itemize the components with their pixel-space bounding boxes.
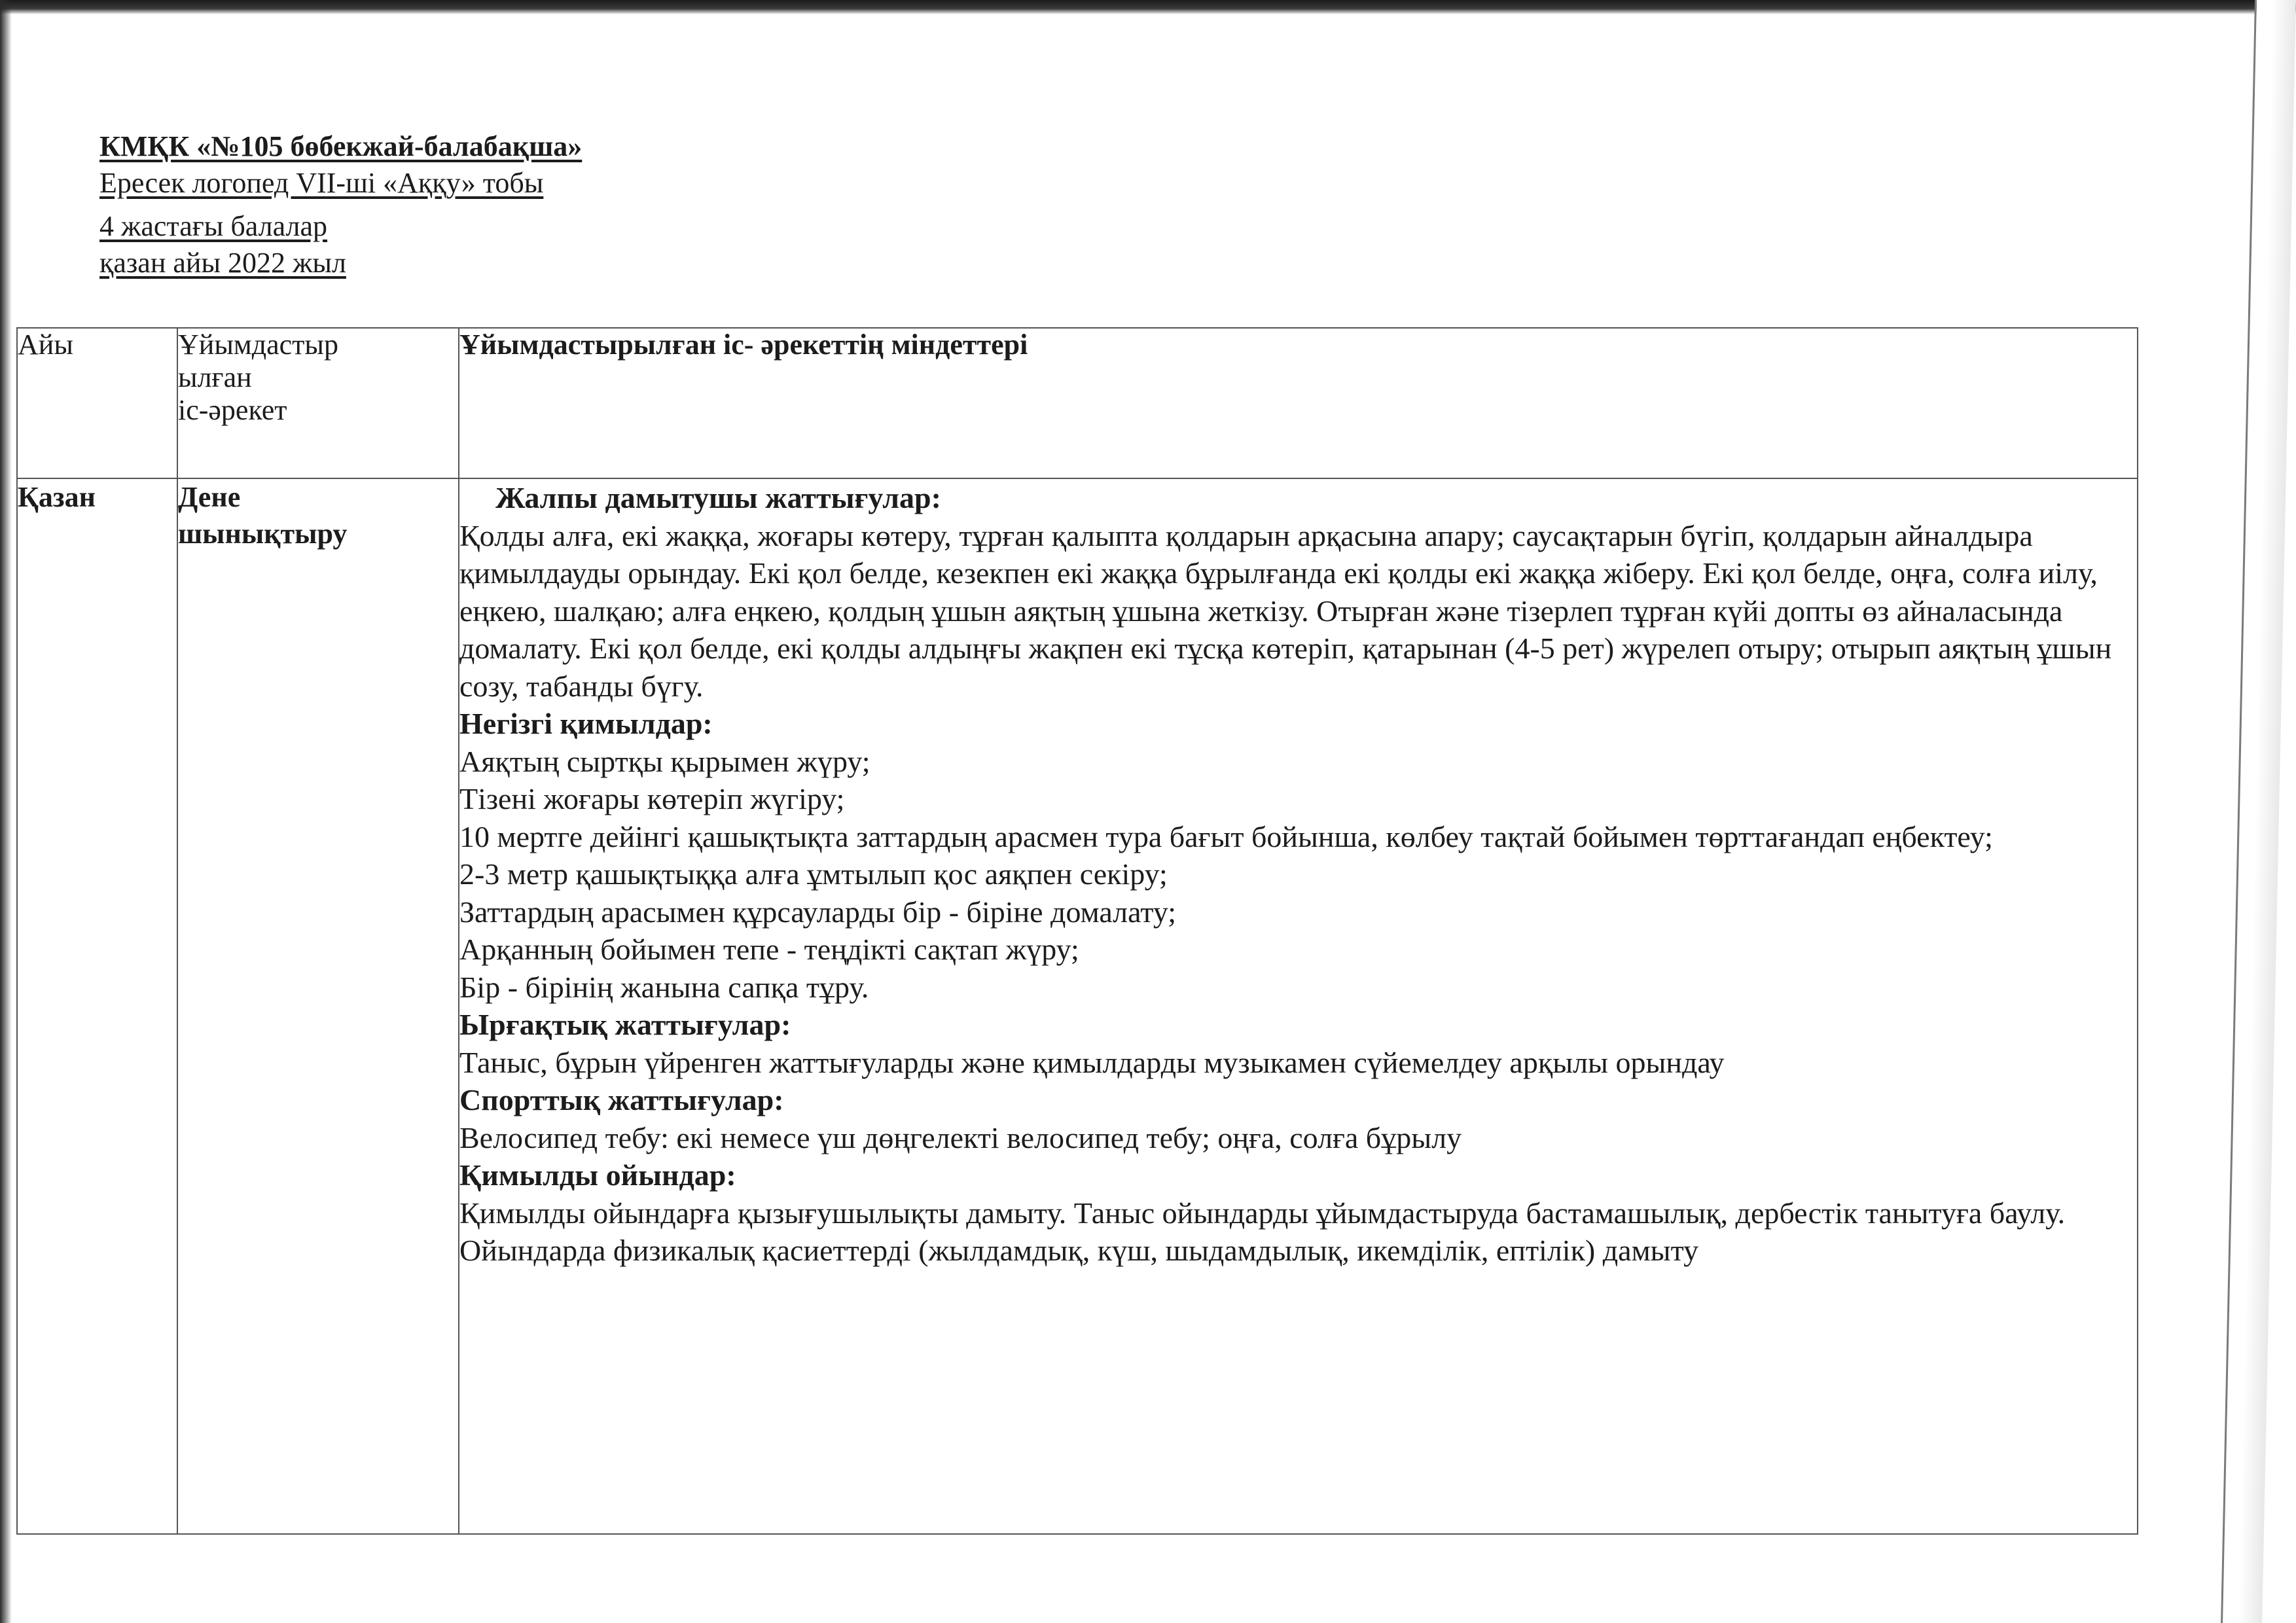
tasks-cell (459, 478, 2138, 1534)
list-item: Арқанның бойымен тепе - теңдікті сақтап жүру; (459, 933, 1079, 966)
period: қазан айы 2022 жыл (99, 247, 346, 279)
section-text: Таныс, бұрын үйренген жаттығуларды және қимылдарды музыкамен сүйемелдеу арқылы орындау (459, 1045, 1725, 1079)
month-cell: Қазан (17, 478, 177, 1534)
column-header-activity-line: іс-әрекет (178, 394, 287, 426)
column-header-tasks: Ұйымдастырылған іс- әрекеттің міндеттері (459, 328, 2138, 478)
section-text: Велосипед тебу: екі немесе үш дөңгелекті велосипед тебу; оңға, солға бұрылу (459, 1120, 1462, 1154)
list-item: Тізені жоғары көтеріп жүгіру; (459, 782, 845, 815)
column-header-month: Айы (17, 328, 177, 478)
column-header-activity (177, 328, 459, 478)
page-right-edge (2221, 0, 2296, 1623)
age-group: 4 жастағы балалар (99, 210, 328, 242)
section-text: Қимылды ойындарға қызығушылықты дамыту. Таныс ойындарды ұйымдастыруда бастамашылық, дербестік танытуға баулу. Ойындарда физикалық қасиеттерді (жылдамдық, күш, шыдамдылық, икемділік, ептілік) дамыту (459, 1196, 2066, 1267)
section-title-general-exercises: Жалпы дамытушы жаттығулар: (495, 481, 941, 514)
document-header (99, 128, 582, 281)
section-title-active-games: Қимылды ойындар: (459, 1158, 736, 1192)
list-item: 2-3 метр қашықтыққа алға ұмтылып қос аяқпен секіру; (459, 857, 1168, 891)
column-header-activity-line: ылған (178, 361, 252, 393)
list-item: 10 мертге дейінгі қашықтықта заттардың арасмен тура бағыт бойынша, көлбеу тақтай бойымен төрттағандап еңбектеу; (459, 819, 1993, 853)
list-item: Аяқтың сыртқы қырымен жүру; (459, 744, 870, 778)
list-item: Бір - бірінің жанына сапқа тұру. (459, 970, 869, 1004)
plan-table (16, 327, 2138, 1535)
activity-line: шынықтыру (178, 518, 348, 550)
activity-cell (177, 478, 459, 1534)
scan-left-edge (0, 0, 12, 1623)
table-header-row (17, 328, 2138, 478)
section-title-basic-movements: Негізгі қимылдар: (459, 707, 713, 740)
list-item: Заттардың арасымен құрсауларды бір - біріне домалату; (459, 895, 1177, 929)
group-name: Ересек логопед VII-ші «Аққу» тобы (99, 167, 544, 199)
section-title-rhythmic-exercises: Ырғақтық жаттығулар: (459, 1008, 791, 1041)
activity-line: Дене (178, 481, 241, 513)
section-text: Қолды алға, екі жаққа, жоғары көтеру, тұрған қалыпта қолдарын арқасына апару; саусақтарын бүгіп, қолдарын айналдыра қимылдауды орындау. Екі қол белде, кезекпен екі жаққа бұрылғанда екі қолды екі жаққа жіберу. Екі қол белде, оңға, солға иілу, еңкею, шалқаю; алға еңкею, қолдың ұшын аяқтың ұшына жеткізу. Отырған және тізерлеп тұрған күйі допты өз айналасында домалату. Екі қол белде, екі қолды алдыңғы жақпен екі тұсқа көтеріп, қатарынан (4-5 рет) жүрелеп отыру; отырып аяқтың ұшын созу, табанды бүгу. (459, 518, 2112, 703)
section-title-sport-exercises: Спорттық жаттығулар: (459, 1083, 784, 1116)
scan-top-edge (0, 0, 2296, 14)
institution-name: КМҚК «№105 бөбекжай-балабақша» (99, 130, 583, 162)
column-header-activity-line: Ұйымдастыр (178, 329, 338, 361)
table-row (17, 478, 2138, 1534)
